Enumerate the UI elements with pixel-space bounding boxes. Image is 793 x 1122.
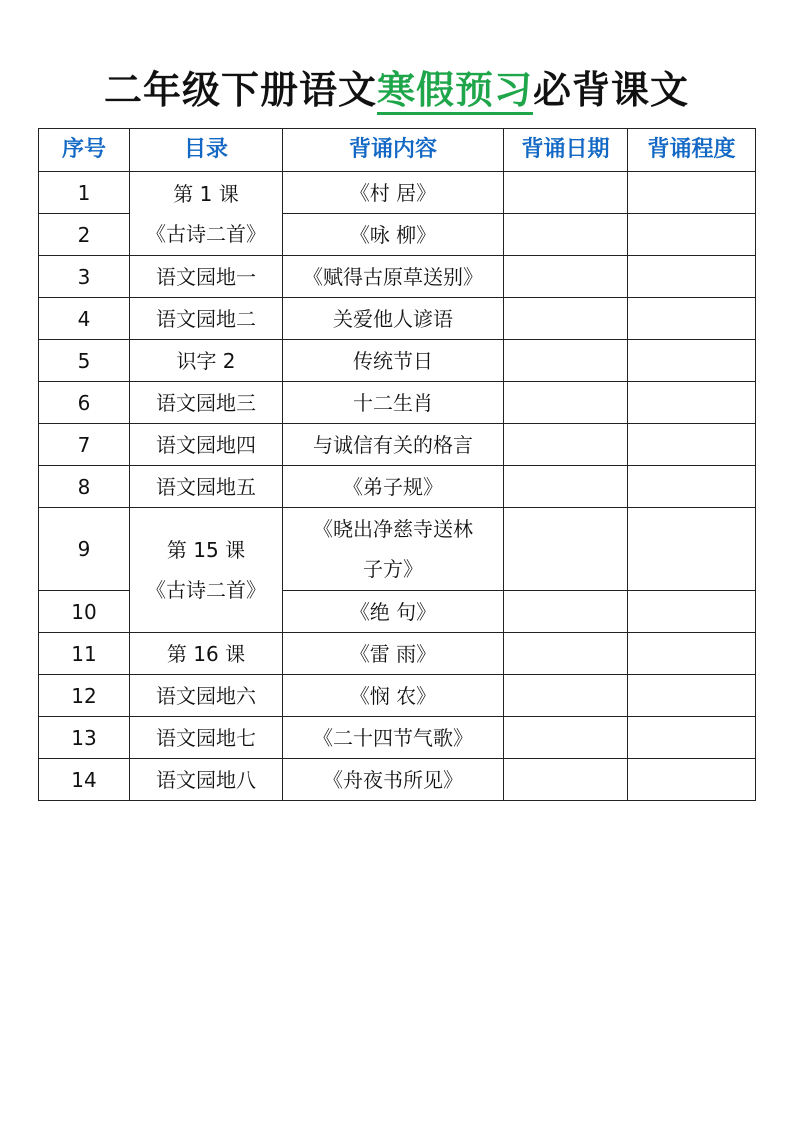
table-row <box>39 508 756 591</box>
row-content: 《弟子规》 <box>283 466 504 508</box>
row-directory: 语文园地一 <box>130 256 283 298</box>
table-row <box>39 340 756 382</box>
row-date-cell[interactable] <box>504 717 628 759</box>
table-row <box>39 675 756 717</box>
row-number: 13 <box>39 717 130 759</box>
row-date-cell[interactable] <box>504 759 628 801</box>
title-part2: 必背课文 <box>533 68 690 112</box>
row-level-cell[interactable] <box>628 298 756 340</box>
row-level-cell[interactable] <box>628 214 756 256</box>
group-line1: 第 1 课 <box>173 181 239 206</box>
table-row <box>39 382 756 424</box>
row-number: 14 <box>39 759 130 801</box>
content-line1: 《晓出净慈寺送林 <box>313 517 473 541</box>
row-number: 12 <box>39 675 130 717</box>
header-date: 背诵日期 <box>504 129 628 172</box>
row-date-cell[interactable] <box>504 298 628 340</box>
table-row <box>39 424 756 466</box>
row-date-cell[interactable] <box>504 633 628 675</box>
recitation-table <box>38 128 756 801</box>
row-date-cell[interactable] <box>504 675 628 717</box>
row-directory: 语文园地四 <box>130 424 283 466</box>
header-directory: 目录 <box>130 129 283 172</box>
row-date-cell[interactable] <box>504 214 628 256</box>
row-level-cell[interactable] <box>628 759 756 801</box>
row-number: 7 <box>39 424 130 466</box>
row-date-cell[interactable] <box>504 256 628 298</box>
row-number: 1 <box>39 172 130 214</box>
row-level-cell[interactable] <box>628 172 756 214</box>
row-level-cell[interactable] <box>628 466 756 508</box>
row-content <box>283 508 504 591</box>
group-line2: 《古诗二首》 <box>146 578 266 602</box>
row-level-cell[interactable] <box>628 675 756 717</box>
row-directory: 语文园地六 <box>130 675 283 717</box>
content-line2: 子方》 <box>363 557 423 581</box>
row-date-cell[interactable] <box>504 508 628 591</box>
row-content: 《悯 农》 <box>283 675 504 717</box>
table-row <box>39 298 756 340</box>
row-content: 传统节日 <box>283 340 504 382</box>
header-level: 背诵程度 <box>628 129 756 172</box>
row-directory: 语文园地三 <box>130 382 283 424</box>
row-directory-group <box>130 508 283 633</box>
row-level-cell[interactable] <box>628 256 756 298</box>
table-row <box>39 466 756 508</box>
table-row <box>39 633 756 675</box>
row-number: 8 <box>39 466 130 508</box>
row-date-cell[interactable] <box>504 591 628 633</box>
header-number: 序号 <box>39 129 130 172</box>
row-content: 十二生肖 <box>283 382 504 424</box>
row-number: 4 <box>39 298 130 340</box>
row-level-cell[interactable] <box>628 591 756 633</box>
table-row <box>39 717 756 759</box>
row-level-cell[interactable] <box>628 633 756 675</box>
row-directory: 语文园地五 <box>130 466 283 508</box>
row-content: 《雷 雨》 <box>283 633 504 675</box>
row-date-cell[interactable] <box>504 172 628 214</box>
row-number: 2 <box>39 214 130 256</box>
row-content: 与诚信有关的格言 <box>283 424 504 466</box>
page-title <box>0 62 793 118</box>
row-directory: 第 16 课 <box>130 633 283 675</box>
title-highlight: 寒假预习 <box>377 68 533 115</box>
group-line2: 《古诗二首》 <box>146 221 266 246</box>
header-content: 背诵内容 <box>283 129 504 172</box>
row-content: 关爱他人谚语 <box>283 298 504 340</box>
table-row <box>39 256 756 298</box>
row-date-cell[interactable] <box>504 424 628 466</box>
title-part1: 二年级下册语文 <box>103 68 377 112</box>
row-directory: 识字 2 <box>130 340 283 382</box>
row-number: 6 <box>39 382 130 424</box>
row-directory: 语文园地二 <box>130 298 283 340</box>
row-level-cell[interactable] <box>628 340 756 382</box>
group-line1: 第 15 课 <box>166 538 246 562</box>
table-header-row <box>39 129 756 172</box>
row-content: 《舟夜书所见》 <box>283 759 504 801</box>
row-number: 9 <box>39 508 130 591</box>
row-level-cell[interactable] <box>628 382 756 424</box>
row-date-cell[interactable] <box>504 340 628 382</box>
row-directory: 语文园地七 <box>130 717 283 759</box>
row-date-cell[interactable] <box>504 382 628 424</box>
row-level-cell[interactable] <box>628 508 756 591</box>
row-date-cell[interactable] <box>504 466 628 508</box>
row-directory-group <box>130 172 283 256</box>
row-level-cell[interactable] <box>628 717 756 759</box>
row-content: 《绝 句》 <box>283 591 504 633</box>
row-content: 《村 居》 <box>283 172 504 214</box>
row-number: 3 <box>39 256 130 298</box>
table-row <box>39 759 756 801</box>
row-number: 11 <box>39 633 130 675</box>
row-number: 10 <box>39 591 130 633</box>
row-content: 《咏 柳》 <box>283 214 504 256</box>
row-content: 《赋得古原草送别》 <box>283 256 504 298</box>
table-row <box>39 172 756 214</box>
row-level-cell[interactable] <box>628 424 756 466</box>
row-directory: 语文园地八 <box>130 759 283 801</box>
row-number: 5 <box>39 340 130 382</box>
row-content: 《二十四节气歌》 <box>283 717 504 759</box>
